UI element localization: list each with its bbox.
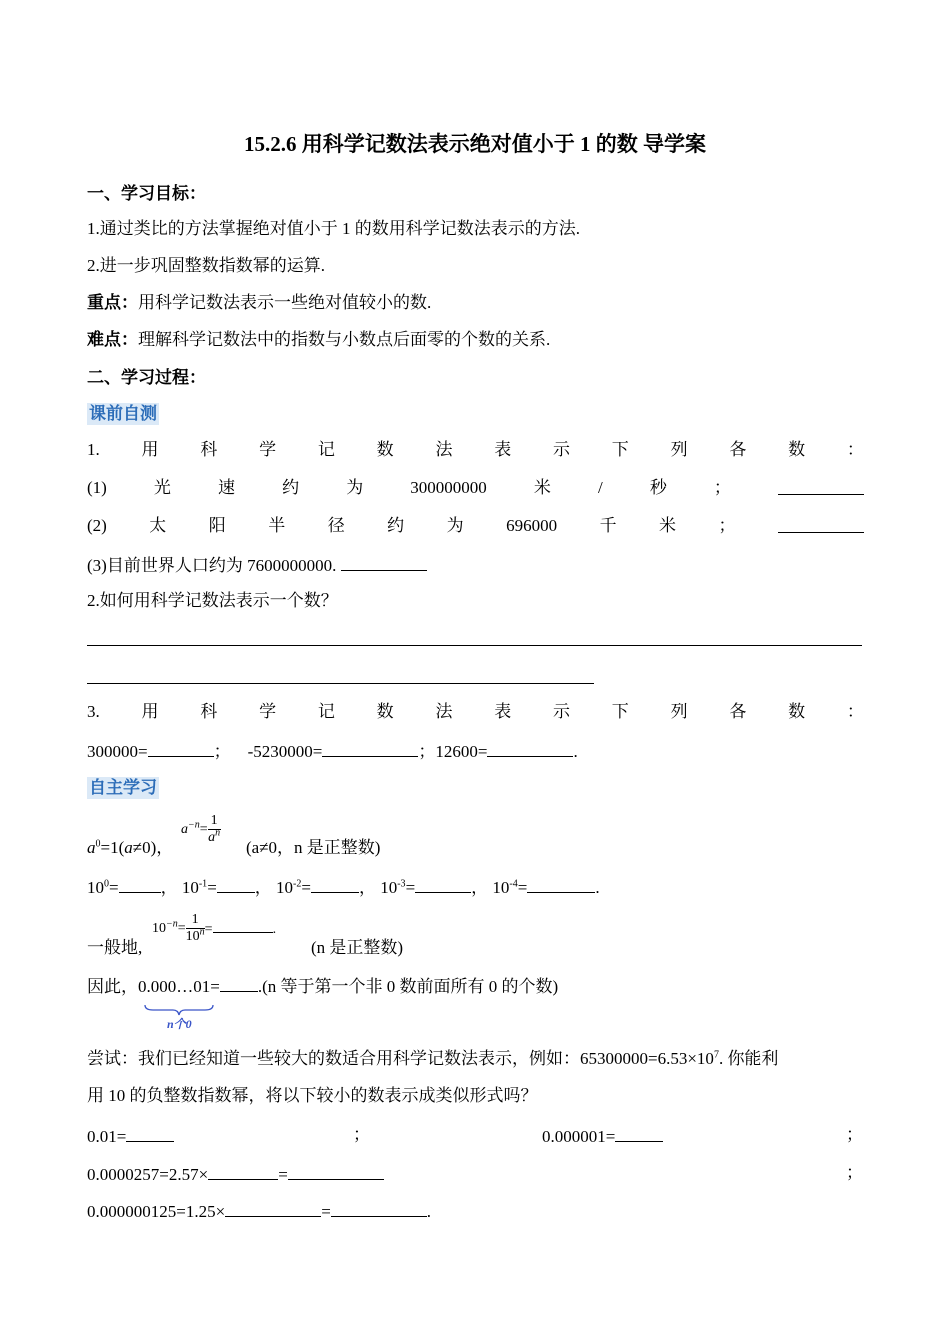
q1-token: 科 bbox=[200, 440, 218, 459]
exercise-1-blank[interactable] bbox=[126, 1124, 174, 1142]
exercise-2-blank[interactable] bbox=[615, 1124, 663, 1142]
answer-blank-3a[interactable] bbox=[148, 739, 214, 757]
section-process-heading: 二、学习过程： bbox=[87, 368, 206, 387]
a0-base: a bbox=[87, 838, 96, 857]
q1a-token: 约 bbox=[282, 478, 300, 497]
power-base: 10 bbox=[181, 878, 199, 897]
power-eq: = bbox=[405, 878, 416, 897]
q1a-token: (1) bbox=[87, 478, 107, 497]
rule-den-exp: n bbox=[215, 827, 221, 839]
question-1 bbox=[87, 439, 864, 461]
q1-token: 用 bbox=[141, 440, 159, 459]
question-1-1 bbox=[87, 477, 864, 499]
exercise-3-text: 0.0000257=2.57× bbox=[87, 1165, 209, 1184]
exercise-row-2 bbox=[87, 1162, 864, 1186]
power-blank[interactable] bbox=[415, 875, 471, 893]
q3-token: 列 bbox=[670, 702, 688, 721]
question-1-3 bbox=[87, 553, 864, 577]
q1a-token: 300000000 bbox=[410, 478, 487, 497]
general-label: 一般地, bbox=[87, 938, 143, 957]
q3-token: 科 bbox=[200, 702, 218, 721]
exercise-2 bbox=[542, 1124, 663, 1148]
q1a-token: ； bbox=[713, 478, 731, 497]
pretest-tag: 课前自测 bbox=[89, 404, 157, 423]
a0-cond-var: a bbox=[124, 838, 133, 857]
q1b-token: 米 bbox=[659, 516, 677, 535]
question-3 bbox=[87, 701, 864, 723]
exercise-4-blank-b[interactable] bbox=[331, 1199, 427, 1217]
q3-token: 用 bbox=[141, 702, 159, 721]
power-eq: = bbox=[109, 878, 119, 897]
q3-item-a: 300000= bbox=[87, 742, 148, 761]
q3-end: . bbox=[573, 742, 578, 761]
q3-token: 数 bbox=[788, 702, 806, 721]
gen-den-base: 10 bbox=[185, 929, 200, 944]
power-base: 10 bbox=[492, 878, 510, 897]
powers-of-ten bbox=[87, 875, 864, 899]
q1-token: ： bbox=[846, 440, 864, 459]
q3-token: 各 bbox=[729, 702, 747, 721]
answer-blank-1-1[interactable] bbox=[778, 477, 864, 495]
exercise-1 bbox=[87, 1124, 174, 1148]
power-eq: = bbox=[301, 878, 311, 897]
q1-token: 数 bbox=[788, 440, 806, 459]
exercise-4-eq: = bbox=[321, 1202, 331, 1221]
q3-token: 记 bbox=[317, 702, 335, 721]
q3-token: 法 bbox=[435, 702, 453, 721]
key-point-text: 用科学记数法表示一些绝对值较小的数. bbox=[138, 293, 432, 312]
q3-token: 学 bbox=[259, 702, 277, 721]
q1b-token: 约 bbox=[387, 516, 405, 535]
q1a-token: 米 bbox=[533, 478, 551, 497]
answer-blank-3b[interactable] bbox=[322, 739, 418, 757]
self-study-tag-row bbox=[87, 777, 864, 799]
q1a-token: 光 bbox=[153, 478, 171, 497]
question-3-items bbox=[87, 739, 864, 763]
gen-exp: −n bbox=[166, 917, 178, 929]
power-eq: = bbox=[517, 878, 528, 897]
exercise-2-sep: ； bbox=[846, 1125, 863, 1144]
goal-2: 2.进一步巩固整数指数幂的运算. bbox=[87, 256, 325, 275]
power-blank[interactable] bbox=[119, 875, 161, 893]
q3-token: 数 bbox=[376, 702, 394, 721]
exercise-row-3 bbox=[87, 1199, 864, 1223]
q1-token: 列 bbox=[670, 440, 688, 459]
q1b-token: ； bbox=[718, 516, 736, 535]
page-title: 15.2.6 用科学记数法表示绝对值小于 1 的数 导学案 bbox=[244, 132, 706, 156]
power-blank[interactable] bbox=[527, 875, 595, 893]
rule-den-base: a bbox=[208, 830, 216, 845]
answer-line-2a[interactable] bbox=[87, 645, 862, 646]
exercise-1-text: 0.01= bbox=[87, 1127, 127, 1146]
neg-exponent-condition: (a≠0，n 是正整数) bbox=[246, 838, 381, 857]
rule-base: a bbox=[181, 821, 188, 837]
section-goals-heading: 一、学习目标： bbox=[87, 184, 206, 203]
q1b-token: 阳 bbox=[208, 516, 226, 535]
q1a-token: / bbox=[597, 478, 603, 497]
self-study-tag: 自主学习 bbox=[89, 778, 157, 797]
gen-eq2: = bbox=[204, 921, 213, 937]
exercise-1-sep: ； bbox=[353, 1125, 370, 1144]
try-end: . 你能利 bbox=[718, 1049, 779, 1068]
q1b-token: 千 bbox=[599, 516, 617, 535]
general-blank[interactable] bbox=[213, 920, 273, 933]
q3-item-b: -5230000= bbox=[247, 742, 323, 761]
answer-blank-1-3[interactable] bbox=[341, 553, 427, 571]
therefore-line bbox=[87, 974, 864, 998]
therefore-suffix: .(n 等于第一个非 0 数前面所有 0 的个数) bbox=[257, 977, 559, 996]
exercise-4-text: 0.000000125=1.25× bbox=[87, 1202, 226, 1221]
exercise-3-eq: = bbox=[278, 1165, 288, 1184]
q1a-token: 秒 bbox=[649, 478, 667, 497]
q1b-token: 为 bbox=[446, 516, 464, 535]
key-point bbox=[87, 292, 864, 314]
power-sep: . bbox=[595, 878, 600, 897]
q1b-token: 太 bbox=[149, 516, 167, 535]
gen-base: 10 bbox=[152, 920, 166, 936]
gen-end: . bbox=[272, 921, 277, 937]
q1-token: 下 bbox=[611, 440, 629, 459]
exercise-3-sep: ； bbox=[846, 1163, 863, 1182]
difficult-point bbox=[87, 329, 864, 351]
q3-token: 下 bbox=[611, 702, 629, 721]
brace-label: n个0 bbox=[167, 1017, 192, 1031]
exercise-4-blank-a[interactable] bbox=[225, 1199, 321, 1217]
try-exp: 7 bbox=[713, 1049, 719, 1061]
key-point-label: 重点： bbox=[87, 293, 138, 312]
power-exp: -4 bbox=[509, 878, 518, 890]
pretest-tag-row bbox=[87, 403, 864, 425]
exercise-4-end: . bbox=[426, 1202, 432, 1221]
gen-numerator: 1 bbox=[186, 912, 205, 929]
question-1-2 bbox=[87, 515, 864, 537]
power-exp: 0 bbox=[104, 878, 109, 890]
question-1-3-text: (3)目前世界人口约为 7600000000. bbox=[87, 556, 337, 575]
rule-eq: = bbox=[199, 821, 208, 837]
rule-numerator: 1 bbox=[208, 813, 221, 830]
power-eq: = bbox=[207, 878, 217, 897]
q1-token: 表 bbox=[494, 440, 512, 459]
q3-token: 示 bbox=[553, 702, 570, 721]
q1-token: 1. bbox=[87, 440, 100, 459]
q1-token: 学 bbox=[259, 440, 277, 459]
a0-rest: =1( bbox=[100, 838, 125, 857]
try-line-2: 用 10 的负整数指数幂，将以下较小的数表示成类似形式吗？ bbox=[87, 1086, 538, 1105]
q1-token: 示 bbox=[553, 440, 570, 459]
q1b-token: 696000 bbox=[506, 516, 558, 535]
power-sep: ， bbox=[160, 878, 178, 897]
q1-token: 数 bbox=[376, 440, 394, 459]
power-base: 10 bbox=[276, 878, 294, 897]
q3-sep: ； bbox=[213, 742, 231, 761]
question-2: 2.如何用科学记数法表示一个数？ bbox=[87, 591, 338, 610]
rule-exp: −n bbox=[188, 818, 200, 830]
difficult-point-label: 难点： bbox=[87, 330, 138, 349]
difficult-point-text: 理解科学记数法中的指数与小数点后面零的个数的关系. bbox=[138, 330, 551, 349]
gen-den-exp: n bbox=[199, 926, 205, 938]
exercise-3-blank-a[interactable] bbox=[208, 1162, 278, 1180]
power-sep: ， bbox=[254, 878, 272, 897]
power-blank[interactable] bbox=[311, 875, 359, 893]
power-base: 10 bbox=[87, 878, 104, 897]
answer-blank-1-2[interactable] bbox=[778, 515, 864, 533]
q3-token: 表 bbox=[494, 702, 512, 721]
q1b-token: 径 bbox=[327, 516, 345, 535]
q3-token: 3. bbox=[87, 702, 100, 721]
q3-sep: ； bbox=[418, 742, 436, 761]
power-blank[interactable] bbox=[217, 875, 255, 893]
try-text: 尝试：我们已经知道一些较大的数适合用科学记数法表示，例如：65300000=6.53×10 bbox=[87, 1049, 714, 1068]
q3-item-c: 12600= bbox=[435, 742, 488, 761]
therefore-blank[interactable] bbox=[220, 974, 258, 992]
q1-token: 法 bbox=[435, 440, 453, 459]
answer-line-2b[interactable] bbox=[87, 683, 594, 684]
gen-eq: = bbox=[177, 920, 186, 936]
q1-token: 记 bbox=[317, 440, 335, 459]
q1-token: 各 bbox=[729, 440, 747, 459]
power-sep: ， bbox=[358, 878, 376, 897]
therefore-prefix: 因此，0.000…01= bbox=[87, 977, 220, 996]
a0-exp: 0 bbox=[95, 838, 101, 850]
power-exp: -2 bbox=[293, 878, 302, 890]
general-condition: (n 是正整数) bbox=[311, 938, 404, 957]
q1b-token: (2) bbox=[87, 516, 107, 535]
answer-blank-3c[interactable] bbox=[487, 739, 573, 757]
q1b-token: 半 bbox=[268, 516, 286, 535]
power-sep: ， bbox=[471, 878, 489, 897]
power-exp: -1 bbox=[198, 878, 208, 890]
goal-1: 1.通过类比的方法掌握绝对值小于 1 的数用科学记数法表示的方法. bbox=[87, 219, 580, 238]
q3-token: ： bbox=[846, 702, 864, 721]
exercise-2-text: 0.000001= bbox=[542, 1127, 616, 1146]
q1a-token: 速 bbox=[218, 478, 236, 497]
try-line-1 bbox=[87, 1048, 864, 1070]
q1a-token: 为 bbox=[346, 478, 364, 497]
a0-cond: ≠0)， bbox=[132, 838, 174, 857]
exercise-3-blank-b[interactable] bbox=[288, 1162, 384, 1180]
power-exp: -3 bbox=[397, 878, 406, 890]
power-base: 10 bbox=[380, 878, 398, 897]
